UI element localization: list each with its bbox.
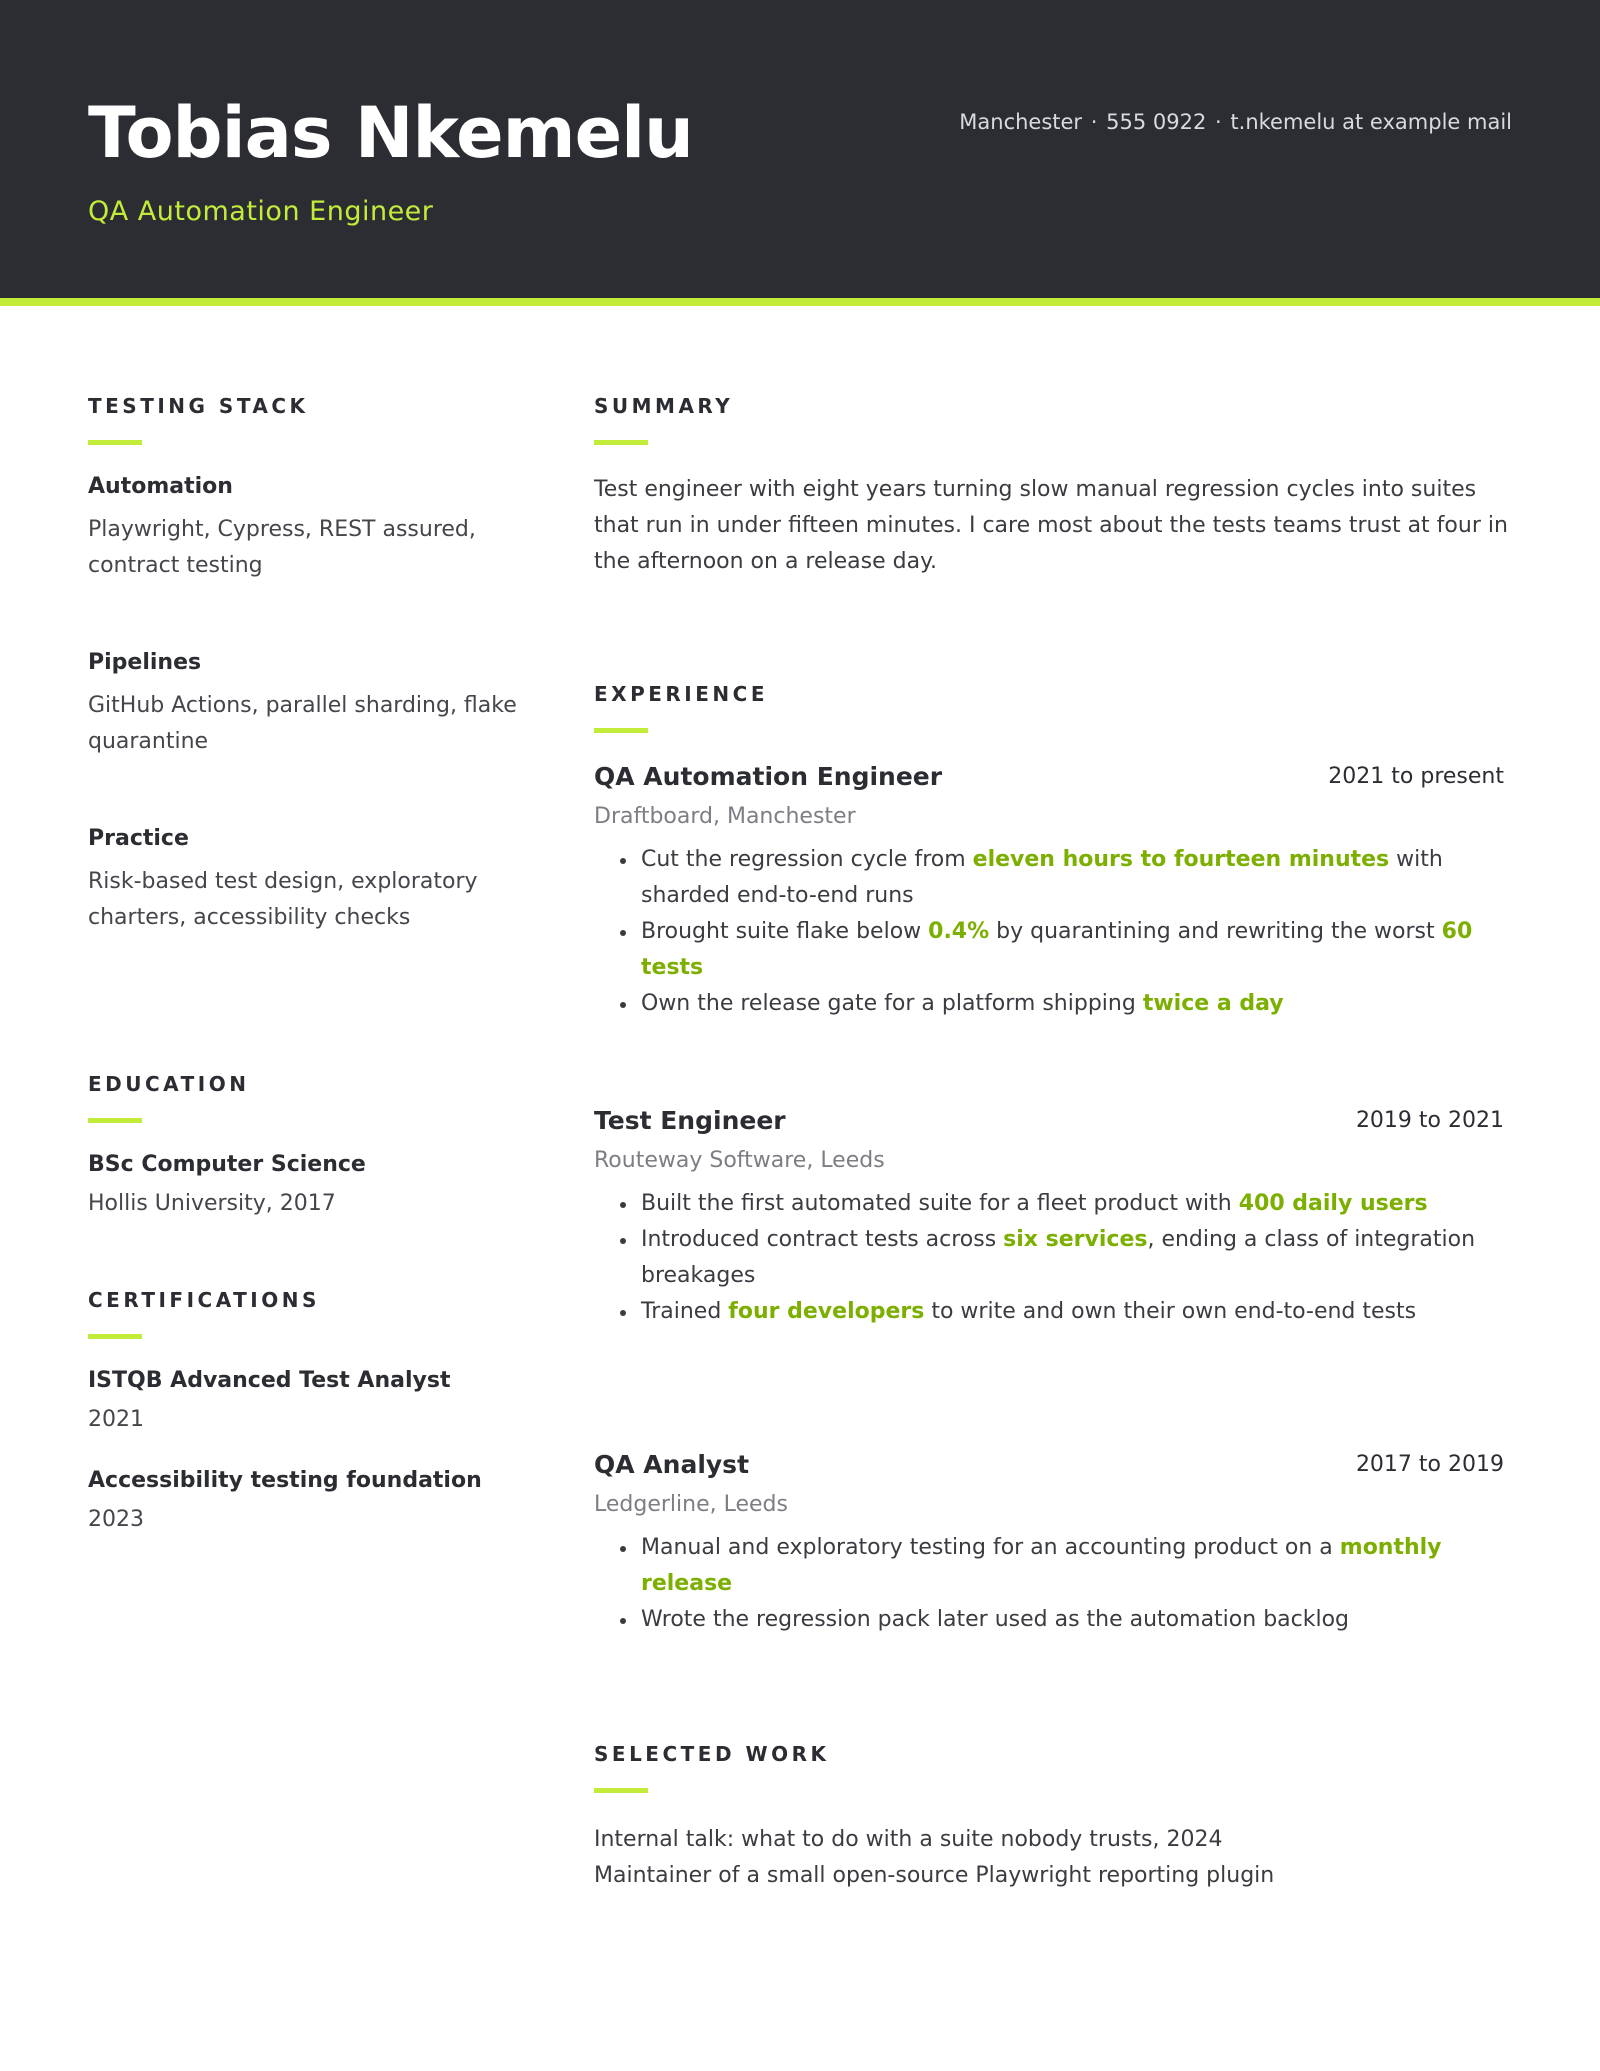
job-role: QA Analyst	[594, 1450, 750, 1479]
bullet-text: to write and own their own end-to-end tests	[924, 1299, 1417, 1324]
highlight-text: 0.4%	[928, 919, 990, 944]
contact-phone: 555 0922	[1106, 110, 1207, 134]
section-heading: CERTIFICATIONS	[88, 1288, 320, 1312]
section-summary	[594, 394, 733, 445]
contact-location: Manchester	[959, 110, 1083, 134]
resume-header	[0, 0, 1600, 306]
stack-group-text: Risk-based test design, exploratory charters, accessibility checks	[88, 869, 478, 930]
section-accent-rule	[594, 728, 648, 733]
section-heading: TESTING STACK	[88, 394, 309, 418]
bullet-text: Introduced contract tests across	[641, 1227, 1004, 1252]
contact-email: t.nkemelu at example mail	[1230, 110, 1512, 134]
job-bullet	[594, 1602, 1524, 1638]
selected-work-list	[594, 1822, 1524, 1894]
highlight-text: six services	[1003, 1227, 1148, 1252]
selected-work-item: Internal talk: what to do with a suite nobody trusts, 2024	[594, 1827, 1223, 1852]
job-bullet	[594, 1222, 1524, 1294]
job-bullet	[594, 1294, 1524, 1330]
bullet-text: Cut the regression cycle from	[641, 847, 973, 872]
highlight-text: 400 daily users	[1238, 1191, 1428, 1216]
stack-group-text: GitHub Actions, parallel sharding, flake quarantine	[88, 693, 517, 754]
certification-year: 2023	[88, 1507, 144, 1532]
section-experience	[594, 682, 768, 733]
stack-group-title: Automation	[88, 474, 233, 499]
job-bullet	[594, 842, 1524, 914]
contact-line	[959, 110, 1512, 134]
section-heading: SUMMARY	[594, 394, 734, 418]
job-role: Test Engineer	[594, 1106, 786, 1135]
highlight-text: twice a day	[1142, 991, 1284, 1016]
bullet-text: Manual and exploratory testing for an accounting product on a	[641, 1535, 1340, 1560]
section-testing-stack	[88, 394, 309, 445]
education-school: Hollis University, 2017	[88, 1191, 336, 1216]
section-heading: SELECTED WORK	[594, 1742, 830, 1766]
candidate-title: QA Automation Engineer	[88, 196, 434, 227]
job-bullet	[594, 914, 1524, 986]
stack-group-title: Pipelines	[88, 650, 202, 675]
section-heading: EDUCATION	[88, 1072, 250, 1096]
selected-work-item: Maintainer of a small open-source Playwright reporting plugin	[594, 1863, 1275, 1888]
section-accent-rule	[88, 440, 142, 445]
section-education	[88, 1072, 249, 1123]
job-dates: 2021 to present	[1328, 764, 1504, 789]
job-bullets	[594, 842, 1524, 1022]
section-heading: EXPERIENCE	[594, 682, 768, 706]
bullet-text: Own the release gate for a platform shipping	[641, 991, 1143, 1016]
bullet-text: Brought suite flake below	[641, 919, 929, 944]
section-accent-rule	[88, 1334, 142, 1339]
job-dates: 2017 to 2019	[1355, 1452, 1504, 1477]
highlight-text: four developers	[728, 1299, 925, 1324]
job-bullet	[594, 1186, 1524, 1222]
job-company: Draftboard, Manchester	[594, 804, 856, 829]
job-role: QA Automation Engineer	[594, 762, 943, 791]
highlight-text: 60 tests	[641, 919, 1473, 980]
contact-separator: ·	[1215, 110, 1222, 134]
bullet-text: with sharded end-to-end runs	[641, 847, 1443, 908]
job-bullets	[594, 1530, 1524, 1638]
stack-group-text: Playwright, Cypress, REST assured, contract testing	[88, 517, 476, 578]
job-dates: 2019 to 2021	[1355, 1108, 1504, 1133]
job-company: Ledgerline, Leeds	[594, 1492, 788, 1517]
section-accent-rule	[594, 1788, 648, 1793]
stack-group-title: Practice	[88, 826, 189, 851]
job-bullet	[594, 1530, 1524, 1602]
section-selected-work	[594, 1742, 829, 1793]
summary-text: Test engineer with eight years turning slow manual regression cycles into suites that run in under fifteen minutes. I care most about the tests teams trust at four in the afternoon on a release day.	[594, 477, 1508, 574]
job-company: Routeway Software, Leeds	[594, 1148, 885, 1173]
section-accent-rule	[88, 1118, 142, 1123]
education-degree: BSc Computer Science	[88, 1152, 366, 1177]
section-accent-rule	[594, 440, 648, 445]
certification-name: Accessibility testing foundation	[88, 1468, 482, 1493]
bullet-text: Built the first automated suite for a fleet product with	[641, 1191, 1239, 1216]
certification-year: 2021	[88, 1407, 144, 1432]
highlight-text: monthly release	[641, 1535, 1442, 1596]
job-bullet	[594, 986, 1524, 1022]
certification-name: ISTQB Advanced Test Analyst	[88, 1368, 451, 1393]
section-certifications	[88, 1288, 320, 1339]
bullet-text: by quarantining and rewriting the worst	[989, 919, 1442, 944]
bullet-text: Trained	[641, 1299, 729, 1324]
bullet-text: Wrote the regression pack later used as the automation backlog	[641, 1607, 1350, 1632]
contact-separator: ·	[1090, 110, 1098, 134]
job-bullets	[594, 1186, 1524, 1330]
bullet-text: , ending a class of integration breakages	[641, 1227, 1476, 1288]
candidate-name: Tobias Nkemelu	[88, 92, 693, 174]
highlight-text: eleven hours to fourteen minutes	[972, 847, 1390, 872]
